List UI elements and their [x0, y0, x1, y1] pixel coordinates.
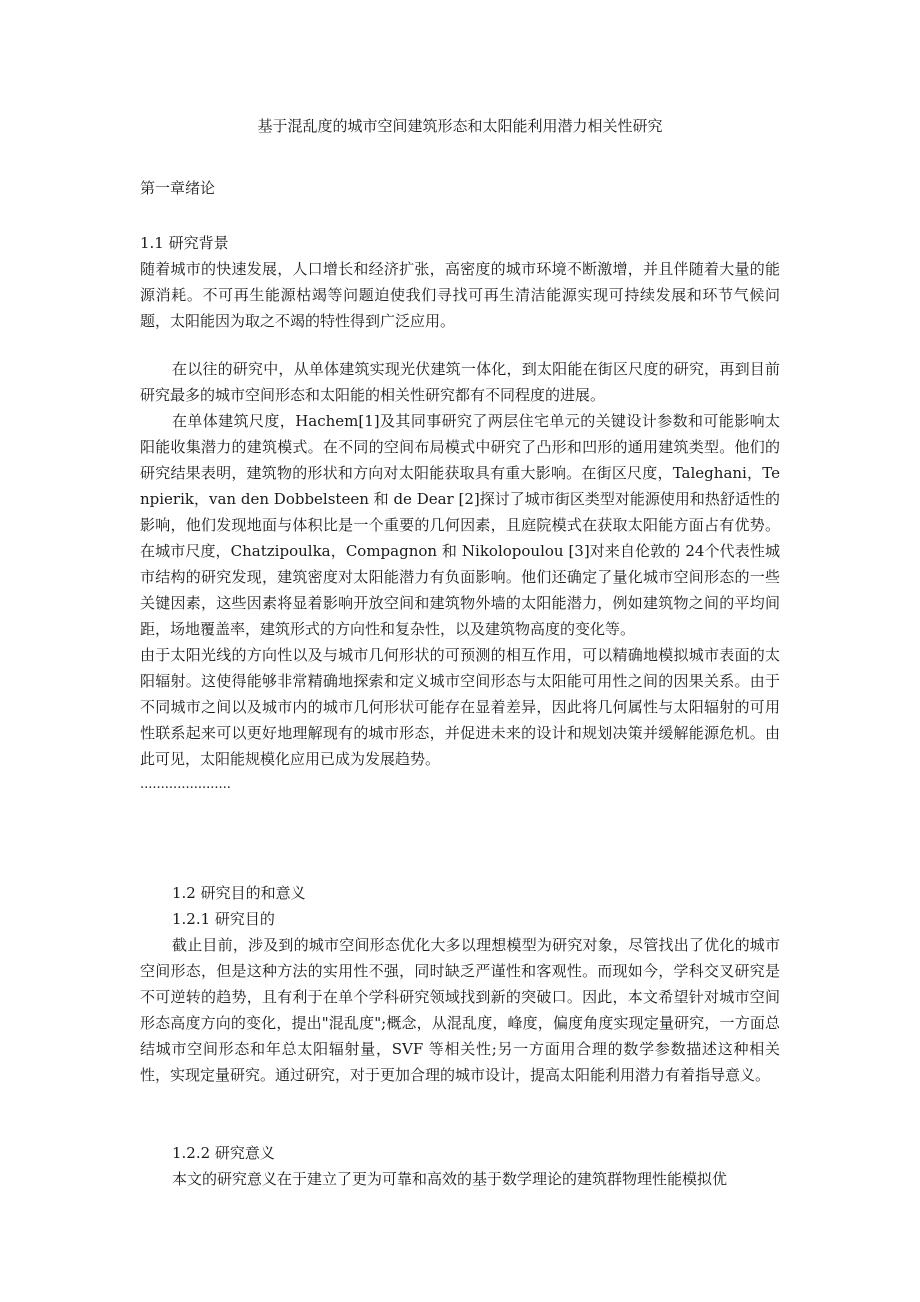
section-1-2-2 — [140, 1140, 780, 1192]
paragraph-background-4: 由于太阳光线的方向性以及与城市几何形状的可预测的相互作用，可以精确地模拟城市表面的太阳辐射。这使得能够非常精确地探索和定义城市空间形态与太阳能可用性之间的因果关系。由于不同城市之间以及城市内的城市几何形状可能存在显着差异，因此将几何属性与太阳辐射的可用性联系起来可以更好地理解现有的城市形态，并促进未来的设计和规划决策并缓解能源危机。由此可见，太阳能规模化应用已成为发展趋势。 — [140, 646, 780, 768]
paragraph-significance: 本文的研究意义在于建立了更为可靠和高效的基于数学理论的建筑群物理性能模拟优 — [172, 1170, 728, 1188]
document-title: 基于混乱度的城市空间建筑形态和太阳能利用潜力相关性研究 — [257, 117, 663, 135]
section-1-1-continued — [140, 356, 780, 798]
paragraph-background-1: 随着城市的快速发展，人口增长和经济扩张，高密度的城市环境不断激增，并且伴随着大量的能源消耗。不可再生能源枯竭等问题迫使我们寻找可再生清洁能源实现可持续发展和环节气候问题，太阳能因为取之不竭的特性得到广泛应用。 — [140, 260, 780, 330]
section-1-2-1-heading: 1.2.1 研究目的 — [172, 910, 275, 928]
paragraph-background-3: 在单体建筑尺度，Hachem[1]及其同事研究了两层住宅单元的关键设计参数和可能影响太阳能收集潜力的建筑模式。在不同的空间布局模式中研究了凸形和凹形的通用建筑类型。他们的研究结果表明，建筑物的形状和方向对太阳能获取具有重大影响。在街区尺度，Taleghani，Tenpierik，van den Dobbelsteen 和 de Dear [2]探讨了城市街区类型对能源使用和热舒适性的影响，他们发现地面与体积比是一个重要的几何因素，且庭院模式在获取太阳能方面占有优势。在城市尺度，Chatzipoulka，Compagnon 和 Nikolopoulou [3]对来自伦敦的 24个代表性城市结构的研究发现，建筑密度对太阳能潜力有负面影响。他们还确定了量化城市空间形态的一些关键因素，这些因素将显着影响开放空间和建筑物外墙的太阳能潜力，例如建筑物之间的平均间距，场地覆盖率，建筑形式的方向性和复杂性，以及建筑物高度的变化等。 — [140, 412, 780, 638]
paragraph-purpose: 截止目前，涉及到的城市空间形态优化大多以理想模型为研究对象，尽管找出了优化的城市空间形态，但是这种方法的实用性不强，同时缺乏严谨性和客观性。而现如今，学科交叉研究是不可逆转的趋势，且有利于在单个学科研究领域找到新的突破口。因此，本文希望针对城市空间形态高度方向的变化，提出"混乱度";概念，从混乱度，峰度，偏度角度实现定量研究，一方面总结城市空间形态和年总太阳辐射量，SVF 等相关性;另一方面用合理的数学参数描述这种相关性，实现定量研究。通过研究，对于更加合理的城市设计，提高太阳能利用潜力有着指导意义。 — [140, 936, 780, 1084]
paragraph-background-2: 在以往的研究中，从单体建筑实现光伏建筑一体化，到太阳能在街区尺度的研究，再到目前研究最多的城市空间形态和太阳能的相关性研究都有不同程度的进展。 — [140, 360, 780, 404]
section-1-2-heading: 1.2 研究目的和意义 — [172, 884, 306, 902]
section-1-1-heading: 1.1 研究背景 — [140, 234, 229, 252]
chapter-heading: 第一章绪论 — [140, 179, 216, 197]
section-1-2 — [140, 880, 780, 1088]
section-1-2-2-heading: 1.2.2 研究意义 — [172, 1144, 275, 1162]
section-1-1 — [140, 230, 780, 334]
ellipsis-line: ...................... — [140, 777, 231, 792]
